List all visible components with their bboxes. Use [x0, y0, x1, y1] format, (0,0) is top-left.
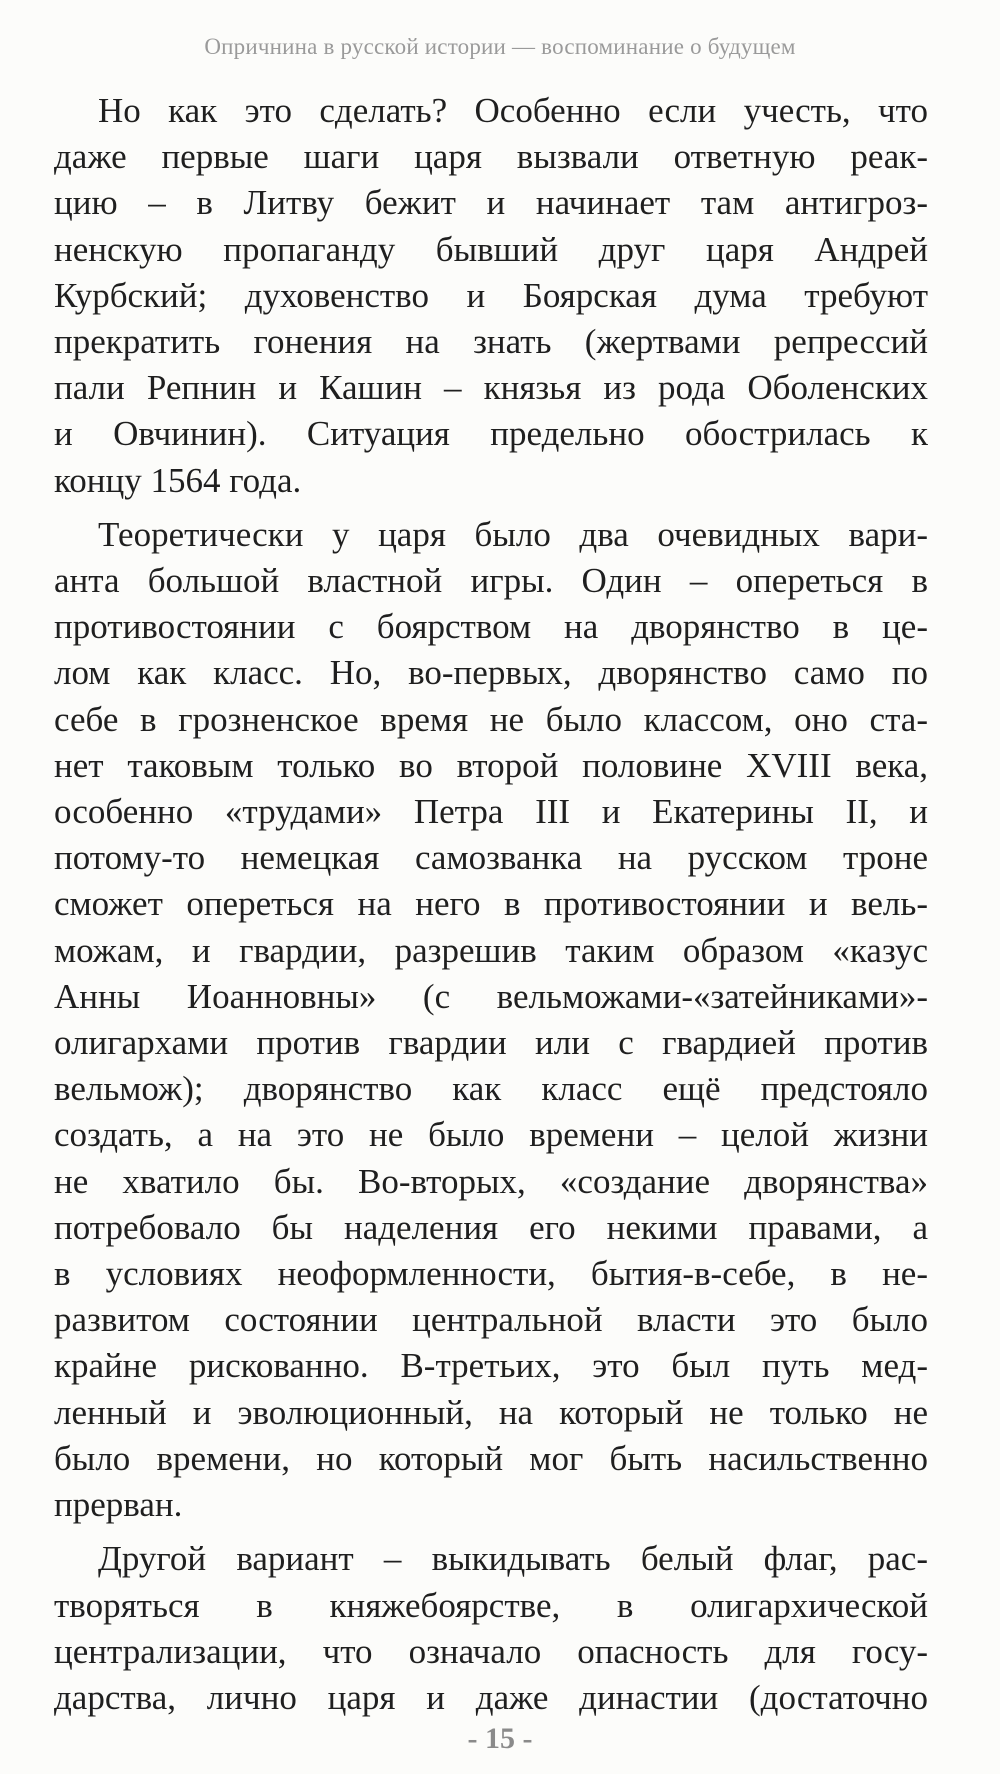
text-line: олигархами против гвардии или с гвардией против — [54, 1023, 928, 1063]
text-line: можам, и гвардии, разрешив таким образом «казус — [54, 930, 928, 970]
text-line: в условиях неоформленности, бытия-в-себе, в не- — [54, 1254, 928, 1294]
text-line: даже первые шаги царя вызвали ответную реак- — [54, 137, 928, 177]
text-line: дарства, лично царя и даже династии (достаточно — [54, 1677, 928, 1717]
text-line: прерван. — [54, 1485, 183, 1525]
paragraph — [54, 1536, 928, 1721]
text-line: лом как класс. Но, во-первых, дворянство само по — [54, 653, 928, 693]
text-line: Теоретически у царя было два очевидных вари- — [98, 514, 928, 554]
text-line: Но как это сделать? Особенно если учесть, что — [98, 91, 928, 130]
text-line: централизации, что означало опасность для госу- — [54, 1631, 928, 1671]
paragraph — [54, 88, 928, 504]
text-line: сможет опереться на него в противостоянии и вель- — [54, 884, 928, 924]
text-line: себе в грозненское время не было классом, оно ста- — [54, 699, 928, 739]
text-line: и Овчинин). Ситуация предельно обострилась к — [54, 414, 928, 454]
text-line: вельмож); дворянство как класс ещё предстояло — [54, 1069, 928, 1109]
text-line: концу 1564 года. — [54, 460, 302, 500]
text-line: крайне рискованно. В-третьих, это был путь мед- — [54, 1346, 928, 1386]
text-line: творяться в княжебоярстве, в олигархической — [54, 1585, 928, 1625]
text-line: нет таковым только во второй половине XVIII века, — [54, 745, 928, 785]
text-line: потребовало бы наделения его некими правами, а — [54, 1207, 928, 1247]
text-line: анта большой властной игры. Один – опереться в — [54, 561, 928, 601]
text-line: потому-то немецкая самозванка на русском троне — [54, 838, 928, 878]
text-line: Анны Иоанновны» (с вельможами-«затейниками»- — [54, 976, 928, 1016]
text-line: особенно «трудами» Петра III и Екатерины II, и — [54, 792, 928, 832]
text-line: ненскую пропаганду бывший друг царя Андрей — [54, 229, 928, 269]
paragraph — [54, 512, 928, 1528]
running-head: Опричнина в русской истории — воспоминание о будущем — [204, 34, 796, 59]
text-line: создать, а на это не было времени – целой жизни — [54, 1115, 928, 1155]
text-line: противостоянии с боярством на дворянство в це- — [54, 607, 928, 647]
text-line: прекратить гонения на знать (жертвами репрессий — [54, 322, 928, 362]
body-text — [54, 88, 928, 1729]
text-line: было времени, но который мог быть насильственно — [54, 1438, 928, 1478]
text-line: пали Репнин и Кашин – князья из рода Оболенских — [54, 368, 928, 408]
text-line: Курбский; духовенство и Боярская дума требуют — [54, 275, 928, 315]
text-line: ленный и эволюционный, на который не только не — [54, 1392, 928, 1432]
text-line: цию – в Литву бежит и начинает там антигроз- — [54, 183, 928, 223]
text-line: не хватило бы. Во-вторых, «создание дворянства» — [54, 1161, 928, 1201]
text-line: развитом состоянии центральной власти это было — [54, 1300, 928, 1340]
page-number: - 15 - — [467, 1722, 533, 1755]
text-line: Другой вариант – выкидывать белый флаг, рас- — [98, 1539, 928, 1579]
